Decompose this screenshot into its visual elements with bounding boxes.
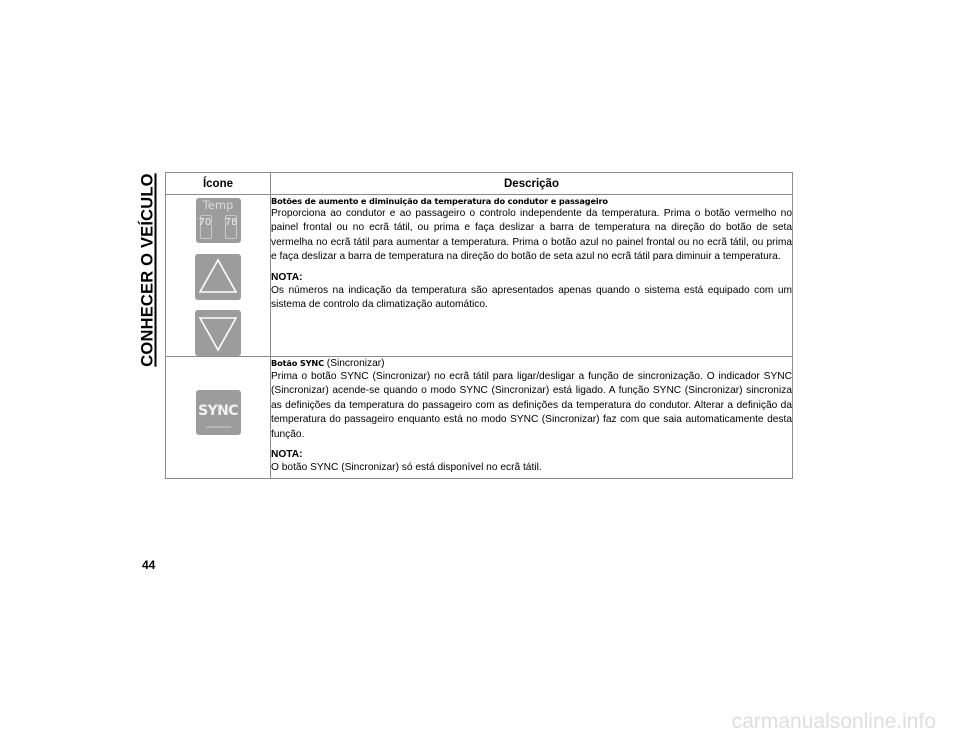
temp-left-value: 70 (198, 217, 212, 228)
watermark: carmanualsonline.info (731, 710, 936, 733)
section-tab (137, 172, 159, 368)
row-paragraph: Proporciona ao condutor e ao passageiro o controlo independente da temperatura. Prima o botão vermelho no painel frontal ou no ecrã tátil, ou prima e faça deslizar a barra de temperatura na direção do botão de seta vermelha no ecrã tátil para aumentar a temperatura. Prima o botão azul no painel frontal ou no ecrã tátil, ou prima e faça deslizar a barra de temperatura na direção do botão de seta azul no ecrã tátil para diminuir a temperatura. (271, 208, 792, 263)
description-cell (271, 195, 793, 357)
icon-cell (166, 357, 271, 479)
section-tab-label: CONHECER O VEÍCULO (138, 173, 157, 367)
table-row (166, 357, 793, 479)
note-text: O botão SYNC (Sincronizar) só está disponível no ecrã tátil. (271, 462, 542, 474)
row-title-line (271, 358, 792, 370)
temp-slider-icon (196, 198, 241, 243)
header-description: Descrição (271, 173, 793, 195)
sync-icon (196, 390, 241, 435)
table-header-row (166, 173, 793, 195)
icon-cell (166, 195, 271, 357)
triangle-up-icon (195, 254, 241, 300)
page-number: 44 (142, 558, 156, 572)
row-title: Botões de aumento e diminuição da temperatura do condutor e passageiro (271, 196, 608, 206)
row-title: Botão SYNC (271, 358, 324, 368)
row-paragraph: Prima o botão SYNC (Sincronizar) no ecrã tátil para ligar/desligar a função de sincronização. O indicador SYNC (Sincronizar) acende-se quando o modo SYNC (Sincronizar) está ligado. A função SYNC (Sincronizar) sincroniza as definições da temperatura do passageiro com as definições da temperatura do condutor. Alterar a definição da temperatura do passageiro enquanto está no modo SYNC (Sincronizar) faz com que saia automaticamente desta função. (271, 371, 792, 440)
description-cell (271, 357, 793, 479)
icons-table (165, 172, 793, 479)
temp-right-value: 78 (224, 217, 238, 228)
sync-word: SYNC (198, 403, 238, 419)
temp-word: Temp (202, 198, 234, 212)
header-icon: Ícone (166, 173, 271, 195)
sync-indicator (206, 426, 231, 428)
triangle-down-icon (195, 310, 241, 356)
note-text: Os números na indicação da temperatura são apresentados apenas quando o sistema está equipado com um sistema de controlo da climatização automático. (271, 284, 792, 311)
row-title-suffix: (Sincronizar) (323, 358, 385, 369)
note-label: NOTA: (271, 271, 303, 283)
table-row (166, 195, 793, 357)
note-label: NOTA: (271, 449, 303, 461)
